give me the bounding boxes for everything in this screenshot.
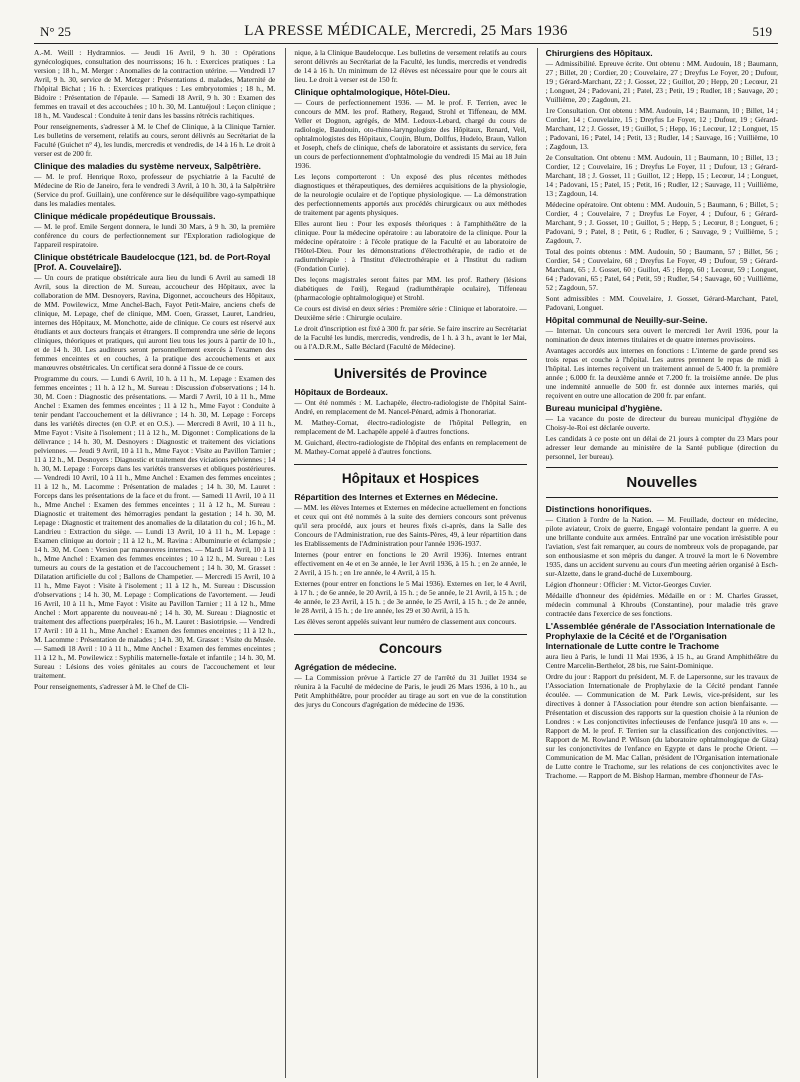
paragraph: nique, à la Clinique Baudelocque. Les bulletins de versement relatifs au cours seront délivrés au Secrétariat de la Faculté, les lundis, mercredis et vendredis de 14 à 16 h. Un minimum de 12 élèves est nécessaire pour que le cours ait lieu. Le droit à verser est de 150 fr.: [294, 48, 527, 84]
paragraph: Avantages accordés aux internes en fonctions : L'interne de garde prend ses trois repas et couche à l'hôpital. Les autres prennent le repas de midi à l'hôpital. Les internes reçoivent un traitement annuel de 5.400 fr. la première année ; 6.000 fr. la deuxième année et 7.200 fr. la troisième année. De plus une indemnité annuelle de 500 fr. est donnée aux internes mariés, qui reçoivent en outre une allocation de 200 fr. par enfant.: [545, 346, 778, 400]
item-heading: Répartition des Internes et Externes en Médecine.: [294, 492, 498, 502]
paragraph: Pour renseignements, s'adresser à M. le Chef de Clinique, à la Clinique Tarnier. Les bulletins de versement, relatifs au cours, seront délivrés au Secrétariat de la Faculté (Guichet n° 4), les lundis, mercredis et vendredis, de 14 à 16 h. Le droit à verser est de 200 fr.: [34, 122, 276, 158]
item-heading: Agrégation de médecine.: [294, 662, 397, 672]
paragraph: Externes (pour entrer en fonctions le 5 Mai 1936). Externes en 1er, le 4 Avril, à 17 h. ; de 6e année, le 20 Avril, à 15 h. ; de 5e année, le 21 Avril, à 15 h. ; de 4e année, le 23 Avril, à 15 h. ; de 3e année, le 25 Avril, à 15 h. ; de 2e année, le 28 Avril, à 15 h. ; de 1re année, les 29 et 30 Avril, à 15 h.: [294, 579, 527, 615]
item-heading: L'Assemblée générale de l'Association Internationale de Prophylaxie de la Cécité et de l'Organisation Internationale de Lutte contre le Trachome: [545, 621, 776, 651]
paragraph: aura lieu à Paris, le lundi 11 Mai 1936, à 15 h., au Grand Amphithéâtre du Centre Marcelin-Berthelot, 28 bis, rue Saint-Dominique.: [545, 652, 778, 670]
paragraph: Les élèves seront appelés suivant leur numéro de classement aux concours.: [294, 617, 517, 626]
paragraph: Total des points obtenus : MM. Audouin, 50 ; Baumann, 57 ; Billet, 56 ; Cordier, 54 ; Couvelaire, 68 ; Dreyfus Le Foyer, 49 ; Dufour, 59 ; Gérard-Marchant, 65 ; J. Gosset, 60 ; Guillot, 45 ; Hepp, 60 ; Lecœur, 59 ; Longuet, 64 ; Padovani, 65 ; Patel, 64 ; Petit, 59 ; Rudler, 54 ; Sauvage, 60 ; Vuillième, 52 ; Zagdoun, 57.: [545, 247, 778, 292]
masthead-title: LA PRESSE MÉDICALE, Mercredi, 25 Mars 1936: [244, 23, 568, 39]
paragraph: M. Mathey-Cornat, électro-radiologiste de l'hôpital Pellegrin, en remplacement de M. Lachapèle appelé à d'autres fonctions.: [294, 418, 527, 436]
paragraph: Des leçons magistrales seront faites par MM. les prof. Rathery (lésions diabétiques de l'œil), Regaud (radiumthérapie oculaire), Tiffeneau (pharmacologie ophtalmologique) et Strohl.: [294, 275, 527, 302]
paragraph: Légion d'honneur : Officier : M. Victor-Georges Cuvier.: [545, 580, 712, 589]
page-header: [34, 14, 778, 44]
paragraph: — M. le prof. Henrique Roxo, professeur de psychiatrie à la Faculté de Médecine de Rio de Janeiro, fera le vendredi 3 Avril, à 10 h. 30, à la Salpêtrière (Service du prof. Guillain), une conférence sur le déséquilibre vago-sympathique dans les maladies mentales.: [34, 172, 276, 208]
paragraph: — Cours de perfectionnement 1936. — M. le prof. F. Terrien, avec le concours de MM. les prof. Rathery, Regaud, Strohl et Tiffeneau, de MM. Veller et Dognon, agrégés, de MM. Ledoux-Lebard, chargé du cours de radiologie, Baudouin, oto-rhino-laryngologiste des Hôpitaux, Renard, Veil, ophtalmologistes des Hôpitaux, Coujin, Blum, Dollfus, Hudelo, Braun, Vallon et Joseph, chefs de clinique, chefs de laboratoire et assistants du service, fera un cours de perfectionnement d'ophtalmologie du vendredi 15 Mai au 18 Juin 1936.: [294, 98, 527, 170]
paragraph: Ordre du jour : Rapport du président, M. F. de Lapersonne, sur les travaux de l'Association Internationale de Prophylaxie de la Cécité pendant l'année écoulée. — Communication de M. Park Lewis, vice-président, sur les directives à donner à l'Association pour étendre son action bienfaisante. — Présentation et discussion des rapports sur la question choisie à la réunion de Londres : « Les conjonctivites infectieuses de l'enfance jusqu'à 10 ans ». — Rapport de M. le prof. F. Terrien sur la classification des conjonctivites. — Rapport de M. Rowland P. Wilson (du laboratoire ophtalmologique de Giza) sur les conjonctivites de l'enfance en Egypte et dans le proche Orient. — Communication de M. Mac Callan, président de l'Organisation internationale de Lutte contre le Trachome, sur les relations de ces conjonctivites avec le Trachome. — Rapport de M. Bishop Harman, membre d'honneur de l'As-: [545, 672, 778, 780]
paragraph: — Internat. Un concours sera ouvert le mercredi 1er Avril 1936, pour la nomination de deux internes titulaires et de quatre internes provisoires.: [545, 326, 778, 344]
section-heading-hopitaux: Hôpitaux et Hospices: [294, 464, 526, 486]
paragraph: Programme du cours. — Lundi 6 Avril, 10 h. à 11 h., M. Lepage : Examen des femmes enceintes ; 11 h. à 12 h., M. Sureau : Discussion d'observations ; 14 h. 30, M. Coen : Diagnostic des présentations. — Mardi 7 Avril, 10 à 11 h., Mme Anchel : Examen des femmes enceintes ; 11 à 12 h., Mme Fayot : Conduite à tenir pendant l'accouchement et la délivrance ; 14 h. 30, M. Lepage : Forceps dans les variétés directes (en O.P. et en O.S.). — Mercredi 8 Avril, 10 à 11 h., Mme Fayot : Visite à l'isolement ; 11 à 12 h., M. Digonnet : Complications de la délivrance ; 14 h. 30, M. Desnoyers : Diagnostic et traitement des viciations pelviennes. — Jeudi 9 Avril, 10 à 11 h., Mme Fayot : Visite au Pavillon Tarnier ; 11 à 12 h., M. Desnoyers : Diagnostic et traitement des viciations pelviennes ; 14 h. 30, M. Lepage : Forceps dans les variétés transverses et obliques postérieures. — Vendredi 10 Avril, 10 à 11 h., Mme Anchel : Examen des femmes enceintes ; 11 à 12 h., M. Lacomme : Présentation de malades ; 14 h. 30, M. Lauret : Forceps dans les présentations de la face et du front. — Samedi 11 Avril, 10 à 11 h., Mme Anchel : Examen des femmes enceintes ; 11 à 12 h., M. Sureau : Diagnostic et traitement des hémorragies pendant la gestation ; 14 h. 30, M. Lepage : Diagnostic et traitement des anomalies de la dilatation du col ; 16 h., M. Landrieu : Extraction du siège. — Lundi 13 Avril, 10 à 11 h., M. Lepage : Examen clinique au dortoir ; 11 à 12 h., M. Ravina : Albuminurie et éclampsie ; 14 h. 30, M. Coen : Version par manœuvres internes. — Mardi 14 Avril, 10 à 11 h., Mme Anchel : Examen des femmes enceintes ; 10 à 12 h., M. Sureau : Les tumeurs au cours de la gestation et de l'accouchement ; 14 h. 30, M. Grasset : Dilatation artificielle du col ; Ballons de Champetier. — Mercredi 15 Avril, 10 à 11 h., Mme Fayot : Visite à l'isolement ; 11 à 12 h., M. Sureau : Discussion d'observations ; 14 h. 30, M. Lepage : Complications de l'avortement. — Jeudi 16 Avril, 10 à 11 h., Mme Fayot : Visite au Pavillon Tarnier ; 11 à 12 h., Mme Anchel : Mort apparente du nouveau-né ; 14 h. 30, M. Sureau : Diagnostic et traitement des affections puerpérales; 16 h., M. Lauret : Basiotripsie. — Vendredi 17 Avril : 10 à 11 h., Mme Anchel : Examen des femmes enceintes ; 11 à 12 h., M. Lacomme : Présentation de malades ; 14 h. 30, M. Grasset : Visite du Musée. — Samedi 18 Avril : 10 à 11 h., Mme Anchel : Examen des femmes enceintes ; 11 à 12 h., M. Powilewicz : Syphilis maternelle-fœtale et infantile ; 14 h. 30, M. Sureau : Lésions des voies génitales au cours de l'accouchement et leur traitement.: [34, 374, 276, 680]
item-heading: Hôpital communal de Neuilly-sur-Seine.: [545, 315, 708, 325]
paragraph: 2e Consultation. Ont obtenu : MM. Audouin, 11 ; Baumann, 10 ; Billet, 13 ; Cordier, 12 ; Couvelaire, 16 ; Dreyfus Le Foyer, 11 ; Dufour, 13 ; Gérard-Marchant, 18 ; J. Gosset, 11 ; Guillot, 12 ; Hepp, 15 ; Lecœur, 14 ; Longuet, 14 ; Padovani, 15 ; Patel, 15 ; Petit, 16 ; Rudler, 12 ; Sauvage, 11 ; Vuillième, 13 ; Zagdoun, 14.: [545, 153, 778, 198]
item-heading: Chirurgiens des Hôpitaux.: [545, 48, 653, 58]
paragraph: Elles auront lieu : Pour les exposés théoriques : à l'amphithéâtre de la clinique. Pour la médecine opératoire : au laboratoire de la clinique. Pour la médecine opératoire : à l'école pratique de la Faculté et au laboratoire de l'Hôtel-Dieu. Pour les démonstrations d'électrothérapie, de radio et de radiumthérapie : à l'Institut d'électrothérapie et à l'Institut du radium (Fondation Curie).: [294, 219, 527, 273]
column-3: [537, 48, 778, 1078]
paragraph: — M. le prof. Emile Sergent donnera, le lundi 30 Mars, à 9 h. 30, la première conférence du cours de perfectionnement sur l'Exploration radiologique de l'appareil respiratoire.: [34, 222, 276, 249]
paragraph: — La vacance du poste de directeur du bureau municipal d'hygiène de Choisy-le-Roi est déclarée ouverte.: [545, 414, 778, 432]
item-heading: Bureau municipal d'hygiène.: [545, 403, 663, 413]
page-number: 519: [752, 24, 772, 39]
paragraph: Le droit d'inscription est fixé à 300 fr. par série. Se faire inscrire au Secrétariat de la Faculté les lundis, mercredis, vendredis, de 1 h. à 3 h., avant le 1er Mai, ou à l'A.D.R.M., Salle Béclard (Faculté de Médecine).: [294, 324, 527, 351]
paragraph: Ce cours est divisé en deux séries : Première série : Clinique et laboratoire. — Deuxième série : Chirurgie oculaire.: [294, 304, 527, 322]
item-heading: Clinique obstétricale Baudelocque (121, bd. de Port-Royal [Prof. A. Couvelaire]).: [34, 252, 271, 272]
paragraph: Médaille d'honneur des épidémies. Médaille en or : M. Charles Grasset, médecin communal à Khroubs (Constantine), pour maladie très grave contractée dans l'exercice de ses fonctions.: [545, 591, 778, 618]
paragraph: Sont admissibles : MM. Couvelaire, J. Gosset, Gérard-Marchant, Patel, Padovani, Longuet.: [545, 294, 778, 312]
item-heading: Distinctions honorifiques.: [545, 504, 652, 514]
paragraph: — Citation à l'ordre de la Nation. — M. Feuillade, docteur en médecine, pilote aviateur, Croix de guerre, Engagé volontaire pendant la guerre. A eu une brillante conduite aux armées. Entraîné par une vocation irrésistible pour l'aviation, s'est fait remarquer, au cours de nombreux vols de propagande, par son enthousiasme et son mépris du danger. A trouvé la mort le 6 Novembre 1935, dans un accident survenu au cours d'un meeting aérien organisé à Esch-sur-Alzette, dans le grand-duché de Luxembourg.: [545, 515, 778, 578]
item-heading: Hôpitaux de Bordeaux.: [294, 387, 388, 397]
paragraph: Les leçons comporteront : Un exposé des plus récentes méthodes diagnostiques et thérapeutiques, des dernières acquisitions de la physiologie, de la neurologie oculaire et de l'optique physiologique. — La démonstration des perfectionnements apportés aux procédés chirurgicaux ou aux méthodes de traitement par agents physiques.: [294, 172, 527, 217]
issue-number: N° 25: [40, 24, 71, 39]
section-heading-nouvelles: Nouvelles: [546, 467, 778, 498]
paragraph: — Ont été nommés : M. Lachapèle, électro-radiologiste de l'hôpital Saint-André, en remplacement de M. Nancel-Pénard, admis à l'honorariat.: [294, 398, 527, 416]
paragraph: Pour renseignements, s'adresser à M. le Chef de Cli-: [34, 682, 189, 691]
column-2: [285, 48, 526, 1078]
columns: [34, 48, 778, 1078]
item-heading: Clinique ophtalmologique, Hôtel-Dieu.: [294, 87, 450, 97]
paragraph: — Un cours de pratique obstétricale aura lieu du lundi 6 Avril au samedi 18 Avril, sous la direction de M. Sureau, accoucheur des Hôpitaux, avec la collaboration de MM. Desnoyers, Ravina, Digonnet, accoucheurs des Hôpitaux, de MM. Powilewicz, Mme Anchel-Bach, Fayot Petit-Maire, anciens chefs de clinique, M. Lepage, chef de clinique, MM. Coen, Grasset, Lauret, Landrieu, internes des Hôpitaux, M. Monchotte, aide de clinique. Ce cours est réservé aux étudiants et aux docteurs français et étrangers. Il comprendra une série de leçons cliniques, théoriques et pratiques, qui auront lieu tous les jours à partir de 10 h., et de 14 h. 30. Les auditeurs seront personnellement exercés à l'examen des femmes enceintes et en couches, à la pratique des accouchements et aux manœuvres obstétricales. Un certificat sera donné à l'issue de ce cours.: [34, 273, 276, 372]
paragraph: M. Guichard, électro-radiologiste de l'hôpital des enfants en remplacement de M. Mathey-Cornat appelé à d'autres fonctions.: [294, 438, 527, 456]
paragraph: — MM. les élèves Internes et Externes en médecine actuellement en fonctions et ceux qui ont été nommés à la suite des derniers concours sont prévenus qu'il sera procédé, aux jours et heures fixés ci-après, dans la Salle des Concours de l'Administration, rue des Saints-Pères, 49, à leur répartition dans les Etablissements de l'Administration pour l'année 1936-1937.: [294, 503, 527, 548]
paragraph: — La Commission prévue à l'article 27 de l'arrêté du 31 Juillet 1934 se réunira à la Faculté de médecine de Paris, le jeudi 26 Mars 1936, à 10 h., au Petit Amphithéâtre, pour procéder au tirage au sort en vue de la constitution des jurys du Concours d'agrégation de médecine de 1936.: [294, 673, 527, 709]
paragraph: A.-M. Weill : Hydramnios. — Jeudi 16 Avril, 9 h. 30 : Opérations gynécologiques, consultation des nourrissons; 16 h. : Exercices pratiques : La version ; 18 h., M. Merger : Anomalies de la contraction utérine. — Vendredi 17 Avril, 9 h. 30, service de M. Metzger : Présentations d. malades, Maternité de l'hôpital Bichat ; 16 h. : Exercices pratiques : Les embryotomies ; 18 h., M. Bidoire : Présentation de l'épaule. — Samedi 18 Avril, 9 h. 30 : Examen des femmes en travail et des accouchées ; 10 h. 30, M. Lantuéjoul : Leçon clinique ; 18 h., M. Vaudescal : Conduite à tenir dans les bassins rétrécis rachitiques.: [34, 48, 276, 120]
paragraph: 1re Consultation. Ont obtenu : MM. Audouin, 14 ; Baumann, 10 ; Billet, 14 ; Cordier, 14 ; Couvelaire, 15 ; Dreyfus Le Foyer, 12 ; Dufour, 19 ; Gérard-Marchant, 12 ; J. Gosset, 19 ; Guillot, 5 ; Hepp, 16 ; Lecœur, 12 ; Longuet, 15 ; Padovani, 16 ; Patel, 14 ; Petit, 13 ; Rudler, 14 ; Sauvage, 16 ; Vuillième, 10 ; Zagdoun, 13.: [545, 106, 778, 151]
section-heading-concours: Concours: [294, 634, 526, 656]
paragraph: Médecine opératoire. Ont obtenu : MM. Audouin, 5 ; Baumann, 6 ; Billet, 5 ; Cordier, 4 ; Couvelaire, 7 ; Dreyfus Le Foyer, 4 ; Dufour, 6 ; Gérard-Marchant, 9 ; J. Gosset, 10 ; Guillot, 5 ; Hepp, 5 ; Lecœur, 8 ; Longuet, 6 ; Padovani, 9 ; Patel, 8 ; Petit, 6 ; Rudler, 6 ; Sauvage, 9 ; Vuillième, 5 ; Zagdoun, 7.: [545, 200, 778, 245]
section-heading-universites: Universités de Province: [294, 359, 526, 381]
item-heading: Clinique médicale propédeutique Broussais.: [34, 211, 216, 221]
paragraph: — Admissibilité. Epreuve écrite. Ont obtenu : MM. Audouin, 18 ; Baumann, 27 ; Billet, 20 ; Cordier, 20 ; Couvelaire, 27 ; Dreyfus Le Foyer, 20 ; Dufour, 19 ; Gérard-Marchant, 22 ; J. Gosset, 22 ; Guillot, 20 ; Hepp, 20 ; Lecœur, 21 ; Longuet, 24 ; Padovani, 21 ; Patel, 23 ; Petit, 19 ; Rudler, 18 ; Sauvage, 20 ; Vuillième, 20 ; Zagdoun, 21.: [545, 59, 778, 104]
item-heading: Clinique des maladies du système nerveux, Salpêtrière.: [34, 161, 261, 171]
column-1: [34, 48, 275, 1078]
paragraph: Les candidats à ce poste ont un délai de 21 jours à compter du 23 Mars pour adresser leur demande au ministère de la Santé publique (direction du personnel, 1er bureau).: [545, 434, 778, 461]
paragraph: Internes (pour entrer en fonctions le 20 Avril 1936). Internes entrant effectivement en 4e et en 3e année, le 1er Avril 1936, à 15 h. ; en 2e année, le 2 Avril, à 15 h. ; en 1re année, le 4 Avril, à 15 h.: [294, 550, 527, 577]
